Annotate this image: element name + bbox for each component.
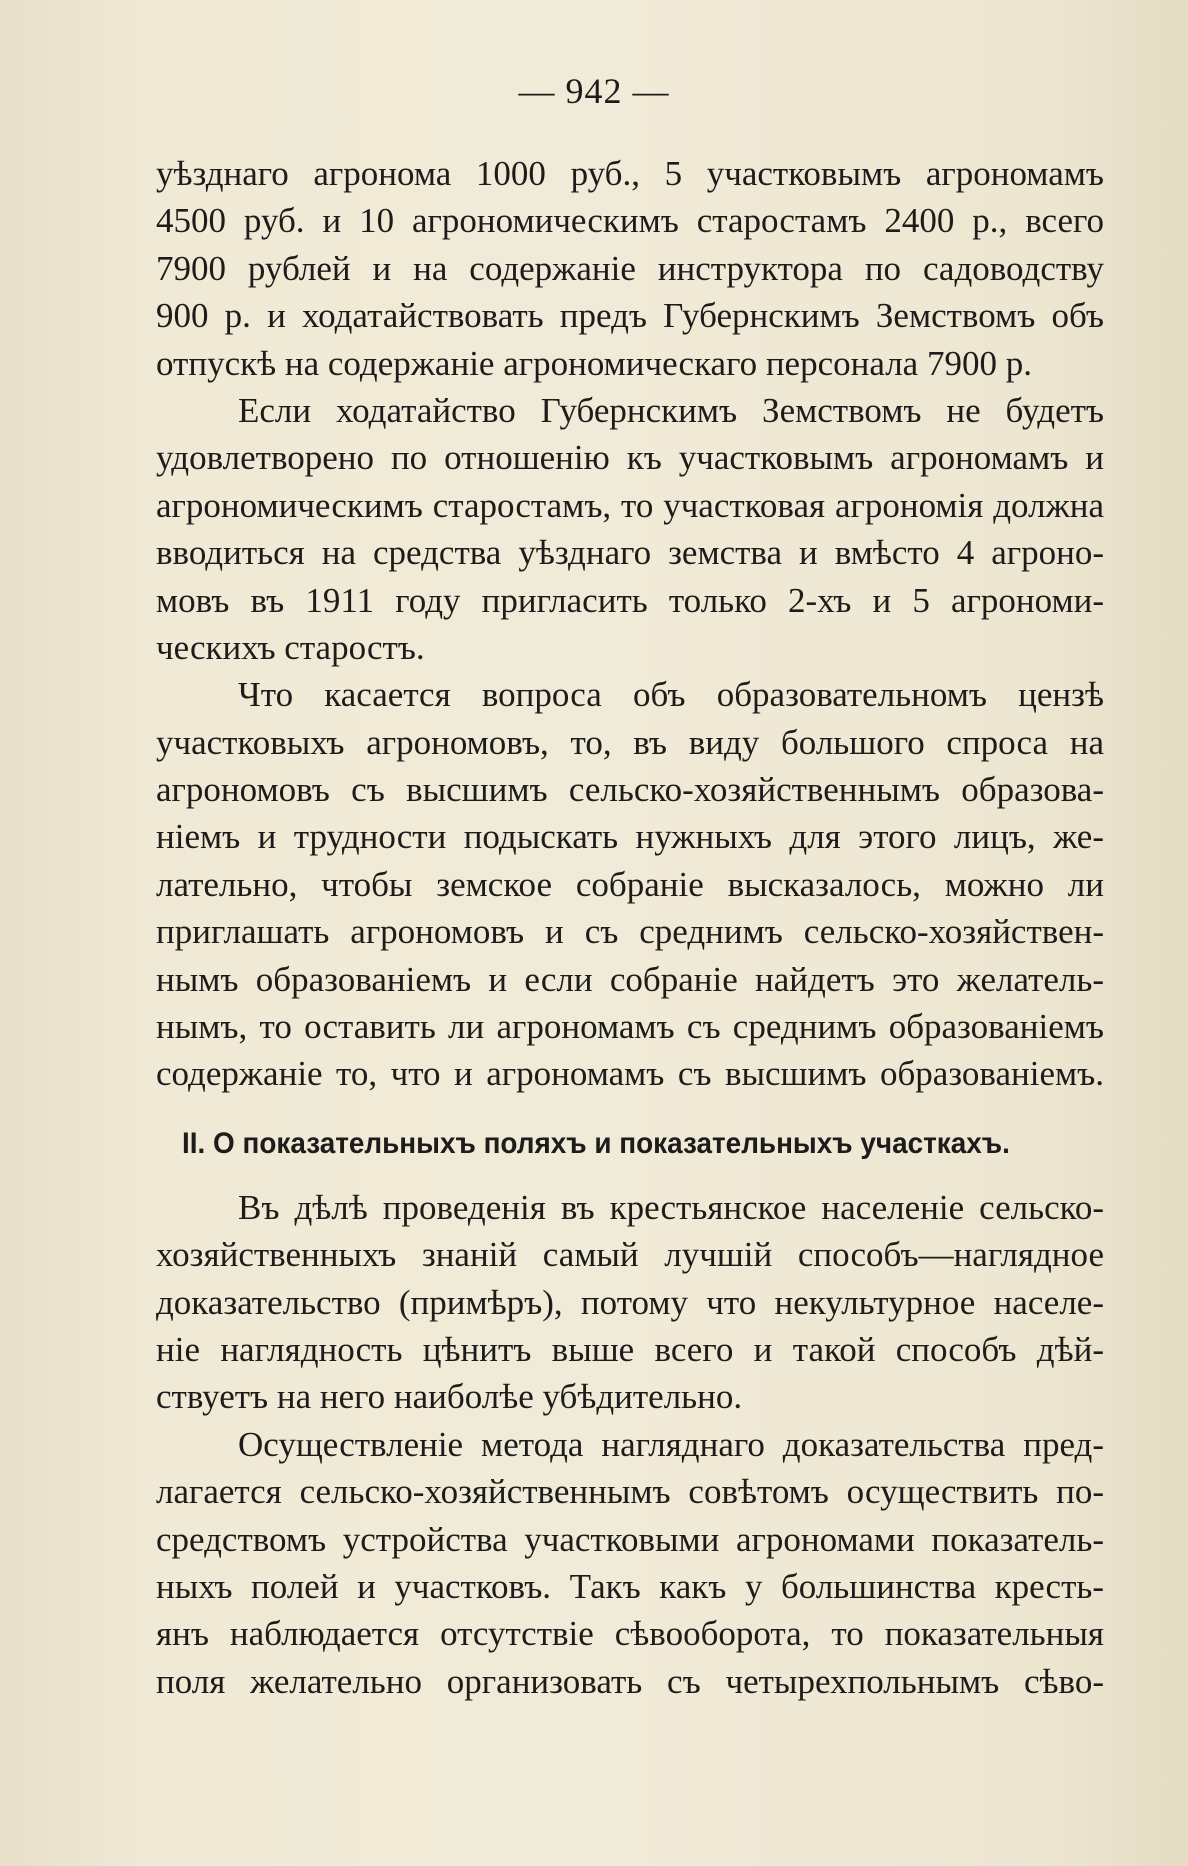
text-line: приглашать агрономовъ и съ среднимъ сельско-хозяйствен-	[156, 912, 1104, 952]
text-line: ніемъ и трудности подыскать нужныхъ для этого лицъ, же-	[156, 817, 1104, 857]
text-line: хозяйственныхъ знаній самый лучшій способъ—наглядное	[156, 1235, 1104, 1275]
paragraph-4	[156, 1184, 1104, 1421]
paragraph-1	[156, 150, 1104, 387]
text-line: средствомъ устройства участковыми агрономами показатель-	[156, 1519, 1104, 1559]
text-line: 900 р. и ходатайствовать предъ Губернскимъ Земствомъ объ	[156, 296, 1104, 336]
text-line: ческихъ старостъ.	[156, 627, 425, 667]
text-line: 4500 руб. и 10 агрономическимъ старостамъ 2400 р., всего	[156, 201, 1104, 241]
paragraph-3	[156, 671, 1104, 1098]
text-line: нымъ образованіемъ и если собраніе найдетъ это желатель-	[156, 959, 1104, 999]
text-line: уѣзднаго агронома 1000 руб., 5 участковымъ агрономамъ	[156, 154, 1104, 193]
section-heading: II. О показательныхъ поляхъ и показательныхъ участкахъ.	[182, 1126, 1010, 1160]
text-line: поля желательно организовать съ четырехпольнымъ сѣво-	[156, 1661, 1104, 1701]
page-number: — 942 —	[518, 71, 670, 111]
text-line: вводиться на средства уѣзднаго земства и вмѣсто 4 агроно-	[156, 533, 1104, 573]
text-line: янъ наблюдается отсутствіе сѣвооборота, то показательныя	[156, 1614, 1104, 1654]
text-line: Въ дѣлѣ проведенія въ крестьянское населеніе сельско-	[238, 1187, 1104, 1227]
text-line: содержаніе то, что и агрономамъ съ высшимъ образованіемъ.	[156, 1054, 1104, 1094]
text-line: агрономическимъ старостамъ, то участковая агрономія должна	[156, 485, 1104, 525]
text-line: Если ходатайство Губернскимъ Земствомъ не будетъ	[238, 390, 1104, 430]
text-line: лагается сельско-хозяйственнымъ совѣтомъ осуществить по-	[156, 1472, 1104, 1512]
paragraph-2	[156, 387, 1104, 671]
text-line: отпускѣ на содержаніе агрономическаго персонала 7900 р.	[156, 343, 1032, 383]
text-line: Осуществленіе метода нагляднаго доказательства пред-	[238, 1424, 1104, 1464]
text-line: 7900 рублей и на содержаніе инструктора по садоводству	[156, 248, 1104, 288]
page-body	[156, 150, 1104, 1705]
text-line: удовлетворено по отношенію къ участковымъ агрономамъ и	[156, 438, 1104, 478]
text-line: агрономовъ съ высшимъ сельско-хозяйственнымъ образова-	[156, 770, 1104, 810]
text-line: ствуетъ на него наиболѣе убѣдительно.	[156, 1377, 743, 1417]
text-line: ныхъ полей и участковъ. Такъ какъ у большинства кресть-	[156, 1566, 1104, 1606]
text-line: участковыхъ агрономовъ, то, въ виду большого спроса на	[156, 722, 1104, 762]
text-line: лательно, чтобы земское собраніе высказалось, можно ли	[156, 864, 1104, 904]
text-line: нымъ, то оставить ли агрономамъ съ среднимъ образованіемъ	[156, 1007, 1104, 1047]
text-line: Что касается вопроса объ образовательномъ цензѣ	[238, 675, 1104, 715]
text-line: ніе наглядность цѣнитъ выше всего и такой способъ дѣй-	[156, 1329, 1104, 1369]
text-line: мовъ въ 1911 году пригласить только 2-хъ и 5 агрономи-	[156, 580, 1104, 620]
text-line: доказательство (примѣръ), потому что некультурное населе-	[156, 1282, 1104, 1322]
paragraph-5	[156, 1421, 1104, 1705]
